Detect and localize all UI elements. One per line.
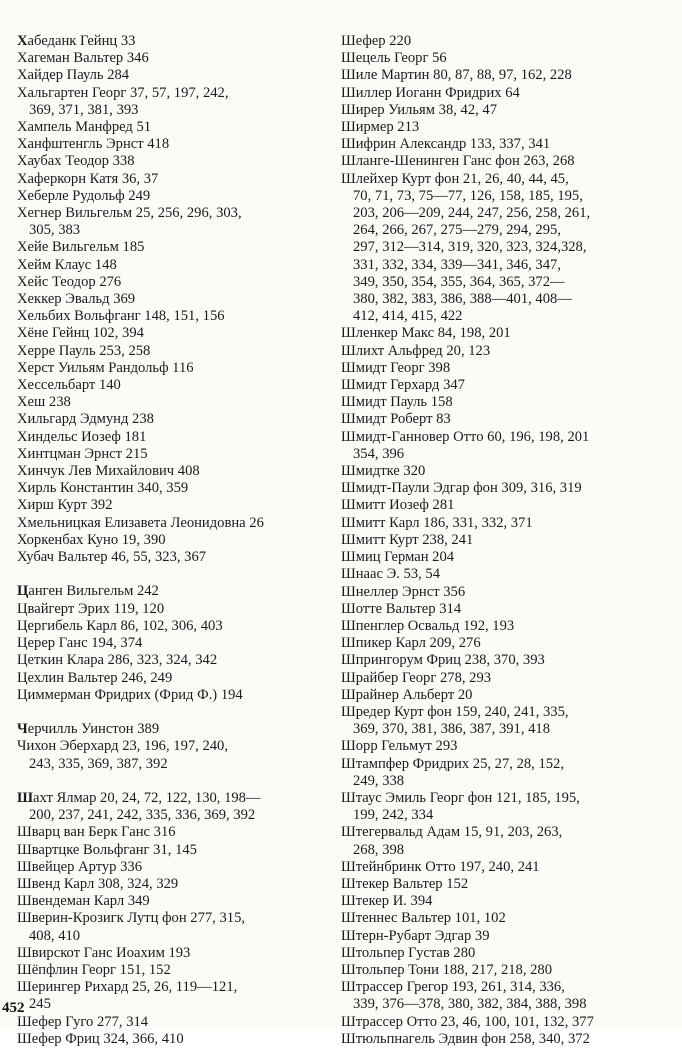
index-entry: Шленкер Макс 84, 198, 201 xyxy=(341,325,511,342)
index-entry xyxy=(17,33,335,50)
index-entry: Хегнер Вильгельм 25, 256, 296, 303, 305, 383 xyxy=(17,205,242,239)
index-entry: Хайдер Пауль 284 xyxy=(17,67,130,84)
index-entry: Шерингер Рихард 25, 26, 119—121, 245 xyxy=(17,979,238,1013)
index-entry: Чихон Эберхард 23, 196, 197, 240, 243, 335, 369, 387, 392 xyxy=(17,738,228,772)
index-entry: Шмидт-Ганновер Отто 60, 196, 198, 201 354, 396 xyxy=(341,428,590,462)
index-entry: Шефер Фриц 324, 366, 410 xyxy=(17,1030,184,1047)
index-entry: Шецель Георг 56 xyxy=(341,50,447,67)
index-entry: Шнаас Э. 53, 54 xyxy=(341,566,441,583)
index-entry: Штеннес Вальтер 101, 102 xyxy=(341,910,506,927)
index-entry: Шмитт Карл 186, 331, 332, 371 xyxy=(341,514,533,531)
index-entry: Хоркенбах Куно 19, 390 xyxy=(17,531,166,548)
index-entry: Шмидт Роберт 83 xyxy=(341,411,451,428)
index-entry: Херст Уильям Рандольф 116 xyxy=(17,359,194,376)
index-entry: Хеккер Эвальд 369 xyxy=(17,291,136,308)
left-column xyxy=(17,33,335,1048)
index-entry: Шёпфлин Георг 151, 152 xyxy=(17,961,171,978)
index-entry: Ширер Уильям 38, 42, 47 xyxy=(341,101,498,118)
index-entry: Хампель Манфред 51 xyxy=(17,119,152,136)
index-entry: Хирль Константин 340, 359 xyxy=(17,480,189,497)
page-number: 452 xyxy=(2,1000,25,1016)
index-entry: Швартцке Вольфганг 31, 145 xyxy=(17,841,197,858)
index-entry: Шмитт Иозеф 281 xyxy=(341,497,455,514)
index-entry: Хубач Вальтер 46, 55, 323, 367 xyxy=(17,549,207,566)
index-entry: Хаубах Теодор 338 xyxy=(17,153,135,170)
index-entry: Шмитт Курт 238, 241 xyxy=(341,531,474,548)
index-entry: Шмидтке 320 xyxy=(341,463,426,480)
index-entry: Штерн-Рубарт Эдгар 39 xyxy=(341,927,490,944)
entry-text: абеданк Гейнц 33 xyxy=(27,33,136,49)
index-entry: Шварц ван Берк Ганс 316 xyxy=(17,824,176,841)
index-entry: Шрайбер Георг 278, 293 xyxy=(341,669,492,686)
index-entry: Хеберле Рудольф 249 xyxy=(17,187,151,204)
section-gap xyxy=(17,704,335,721)
index-entry: Штольпер Густав 280 xyxy=(341,944,476,961)
index-entry: Шиле Мартин 80, 87, 88, 97, 162, 228 xyxy=(341,67,572,84)
index-entry: Шмиц Герман 204 xyxy=(341,549,455,566)
index-entry: Штейнбринк Отто 197, 240, 241 xyxy=(341,858,540,875)
index-entry: Швейцер Артур 336 xyxy=(17,858,143,875)
index-entry: Шлейхер Курт фон 21, 26, 40, 44, 45, 70, 71, 73, 75—77, 126, 158, 185, 195, 203, 206—209, 244, 247, 256, 258, 261, 264, 266, 267, 275—279, 294, 295, 297, 312—314, 319, 320, 323, 324,328, 331, 332, 334, 339—341, 346, 347, 349, 350, 354, 355, 364, 365, 372— 380, 382, 383, 386, 388—401, 408— 412, 414, 415, 422 xyxy=(341,170,591,325)
index-entry: Хейс Теодор 276 xyxy=(17,273,122,290)
entry-text: анген Вильгельм 242 xyxy=(28,583,159,600)
index-entry xyxy=(17,721,335,738)
section-gap xyxy=(17,773,335,790)
section-gap xyxy=(17,566,335,583)
index-entry: Шверин-Крозигк Лутц фон 277, 315, 408, 410 xyxy=(17,910,246,944)
index-entry: Церер Ганс 194, 374 xyxy=(17,635,143,652)
index-entry: Хельбих Вольфганг 148, 151, 156 xyxy=(17,308,225,325)
index-entry: Цергибель Карл 86, 102, 306, 403 xyxy=(17,617,223,634)
section-initial-letter: Х xyxy=(17,33,28,49)
index-entry: Хейм Клаус 148 xyxy=(17,256,117,273)
index-entry: Шлихт Альфред 20, 123 xyxy=(341,342,491,359)
section-initial-letter: Ш xyxy=(17,789,34,806)
index-entry: Штрассер Грегор 193, 261, 314, 336, 339, 376—378, 380, 382, 384, 388, 398 xyxy=(341,979,587,1013)
index-entry: Шрайнер Альберт 20 xyxy=(341,686,473,703)
index-entry: Шифрин Александр 133, 337, 341 xyxy=(341,136,551,153)
index-entry: Швендеман Карл 349 xyxy=(17,893,150,910)
index-entry xyxy=(17,790,335,824)
index-entry: Хессельбарт 140 xyxy=(17,377,121,394)
index-entry: Шиллер Иоганн Фридрих 64 xyxy=(341,84,520,101)
index-entry: Шефер Гуго 277, 314 xyxy=(17,1013,149,1030)
index-entry: Хёне Гейнц 102, 394 xyxy=(17,325,144,342)
index-entry: Цвайгерт Эрих 119, 120 xyxy=(17,600,165,617)
index-entry: Хирш Курт 392 xyxy=(17,497,113,514)
index-entry: Цехлин Вальтер 246, 249 xyxy=(17,669,173,686)
index-entry: Шнеллер Эрнст 356 xyxy=(341,583,466,600)
index-entry: Шотте Вальтер 314 xyxy=(341,600,462,617)
index-entry: Херре Пауль 253, 258 xyxy=(17,342,151,359)
index-entry: Цеткин Клара 286, 323, 324, 342 xyxy=(17,652,218,669)
index-entry: Шмидт Пауль 158 xyxy=(341,394,453,411)
index-entry: Штегервальд Адам 15, 91, 203, 263, 268, 398 xyxy=(341,824,563,858)
index-entry: Хеш 238 xyxy=(17,394,71,411)
index-entry: Штекер Вальтер 152 xyxy=(341,875,469,892)
index-entry: Шпенглер Освальд 192, 193 xyxy=(341,617,515,634)
index-entry: Шланге-Шенинген Ганс фон 263, 268 xyxy=(341,153,575,170)
index-entry: Шефер 220 xyxy=(341,33,412,49)
index-entry: Шмидт Георг 398 xyxy=(341,359,451,376)
index-entry: Хагеман Вальтер 346 xyxy=(17,50,149,67)
index-entry xyxy=(17,583,335,600)
index-entry: Хальгартен Георг 37, 57, 197, 242, 369, 371, 381, 393 xyxy=(17,84,229,118)
index-entry: Штрассер Отто 23, 46, 100, 101, 132, 377 xyxy=(341,1013,594,1030)
index-entry: Шпрингорум Фриц 238, 370, 393 xyxy=(341,652,545,669)
index-entry: Ширмер 213 xyxy=(341,119,420,136)
index-entry: Шмидт-Паули Эдгар фон 309, 316, 319 xyxy=(341,480,582,497)
index-entry: Штекер И. 394 xyxy=(341,893,433,910)
right-column xyxy=(341,33,668,1048)
index-entry: Хейе Вильгельм 185 xyxy=(17,239,145,256)
index-entry: Хмельницкая Елизавета Леонидовна 26 xyxy=(17,514,264,531)
section-initial-letter: Ч xyxy=(17,721,28,738)
index-entry: Циммерман Фридрих (Фрид Ф.) 194 xyxy=(17,686,243,703)
index-entry: Штампфер Фридрих 25, 27, 28, 152, 249, 338 xyxy=(341,755,565,789)
entry-text: ерчилль Уинстон 389 xyxy=(27,721,160,738)
index-entry: Швирскот Ганс Иоахим 193 xyxy=(17,944,191,961)
section-initial-letter: Ц xyxy=(17,583,29,600)
index-entry: Штюльпнагель Эдвин фон 258, 340, 372 xyxy=(341,1030,590,1047)
index-entry: Шредер Курт фон 159, 240, 241, 335, 369, 370, 381, 386, 387, 391, 418 xyxy=(341,703,569,738)
index-entry: Хинтцман Эрнст 215 xyxy=(17,445,148,462)
index-entry: Штольпер Тони 188, 217, 218, 280 xyxy=(341,961,553,978)
index-entry: Штаус Эмиль Георг фон 121, 185, 195, 199, 242, 334 xyxy=(341,789,580,824)
index-entry: Шмидт Герхард 347 xyxy=(341,377,465,394)
index-entry: Хильгард Эдмунд 238 xyxy=(17,411,154,428)
index-entry: Ханфштенгль Эрнст 418 xyxy=(17,136,170,153)
index-entry: Хинчук Лев Михайлович 408 xyxy=(17,463,200,480)
index-entry: Шпикер Карл 209, 276 xyxy=(341,635,481,652)
entry-text: ахт Ялмар 20, 24, 72, 122, 130, 198— 200, 237, 241, 242, 335, 336, 369, 392 xyxy=(29,789,261,824)
index-entry: Хаферкорн Катя 36, 37 xyxy=(17,170,159,187)
index-entry: Хиндельс Иозеф 181 xyxy=(17,428,147,445)
index-entry: Шорр Гельмут 293 xyxy=(341,738,458,755)
index-entry: Швенд Карл 308, 324, 329 xyxy=(17,875,179,892)
